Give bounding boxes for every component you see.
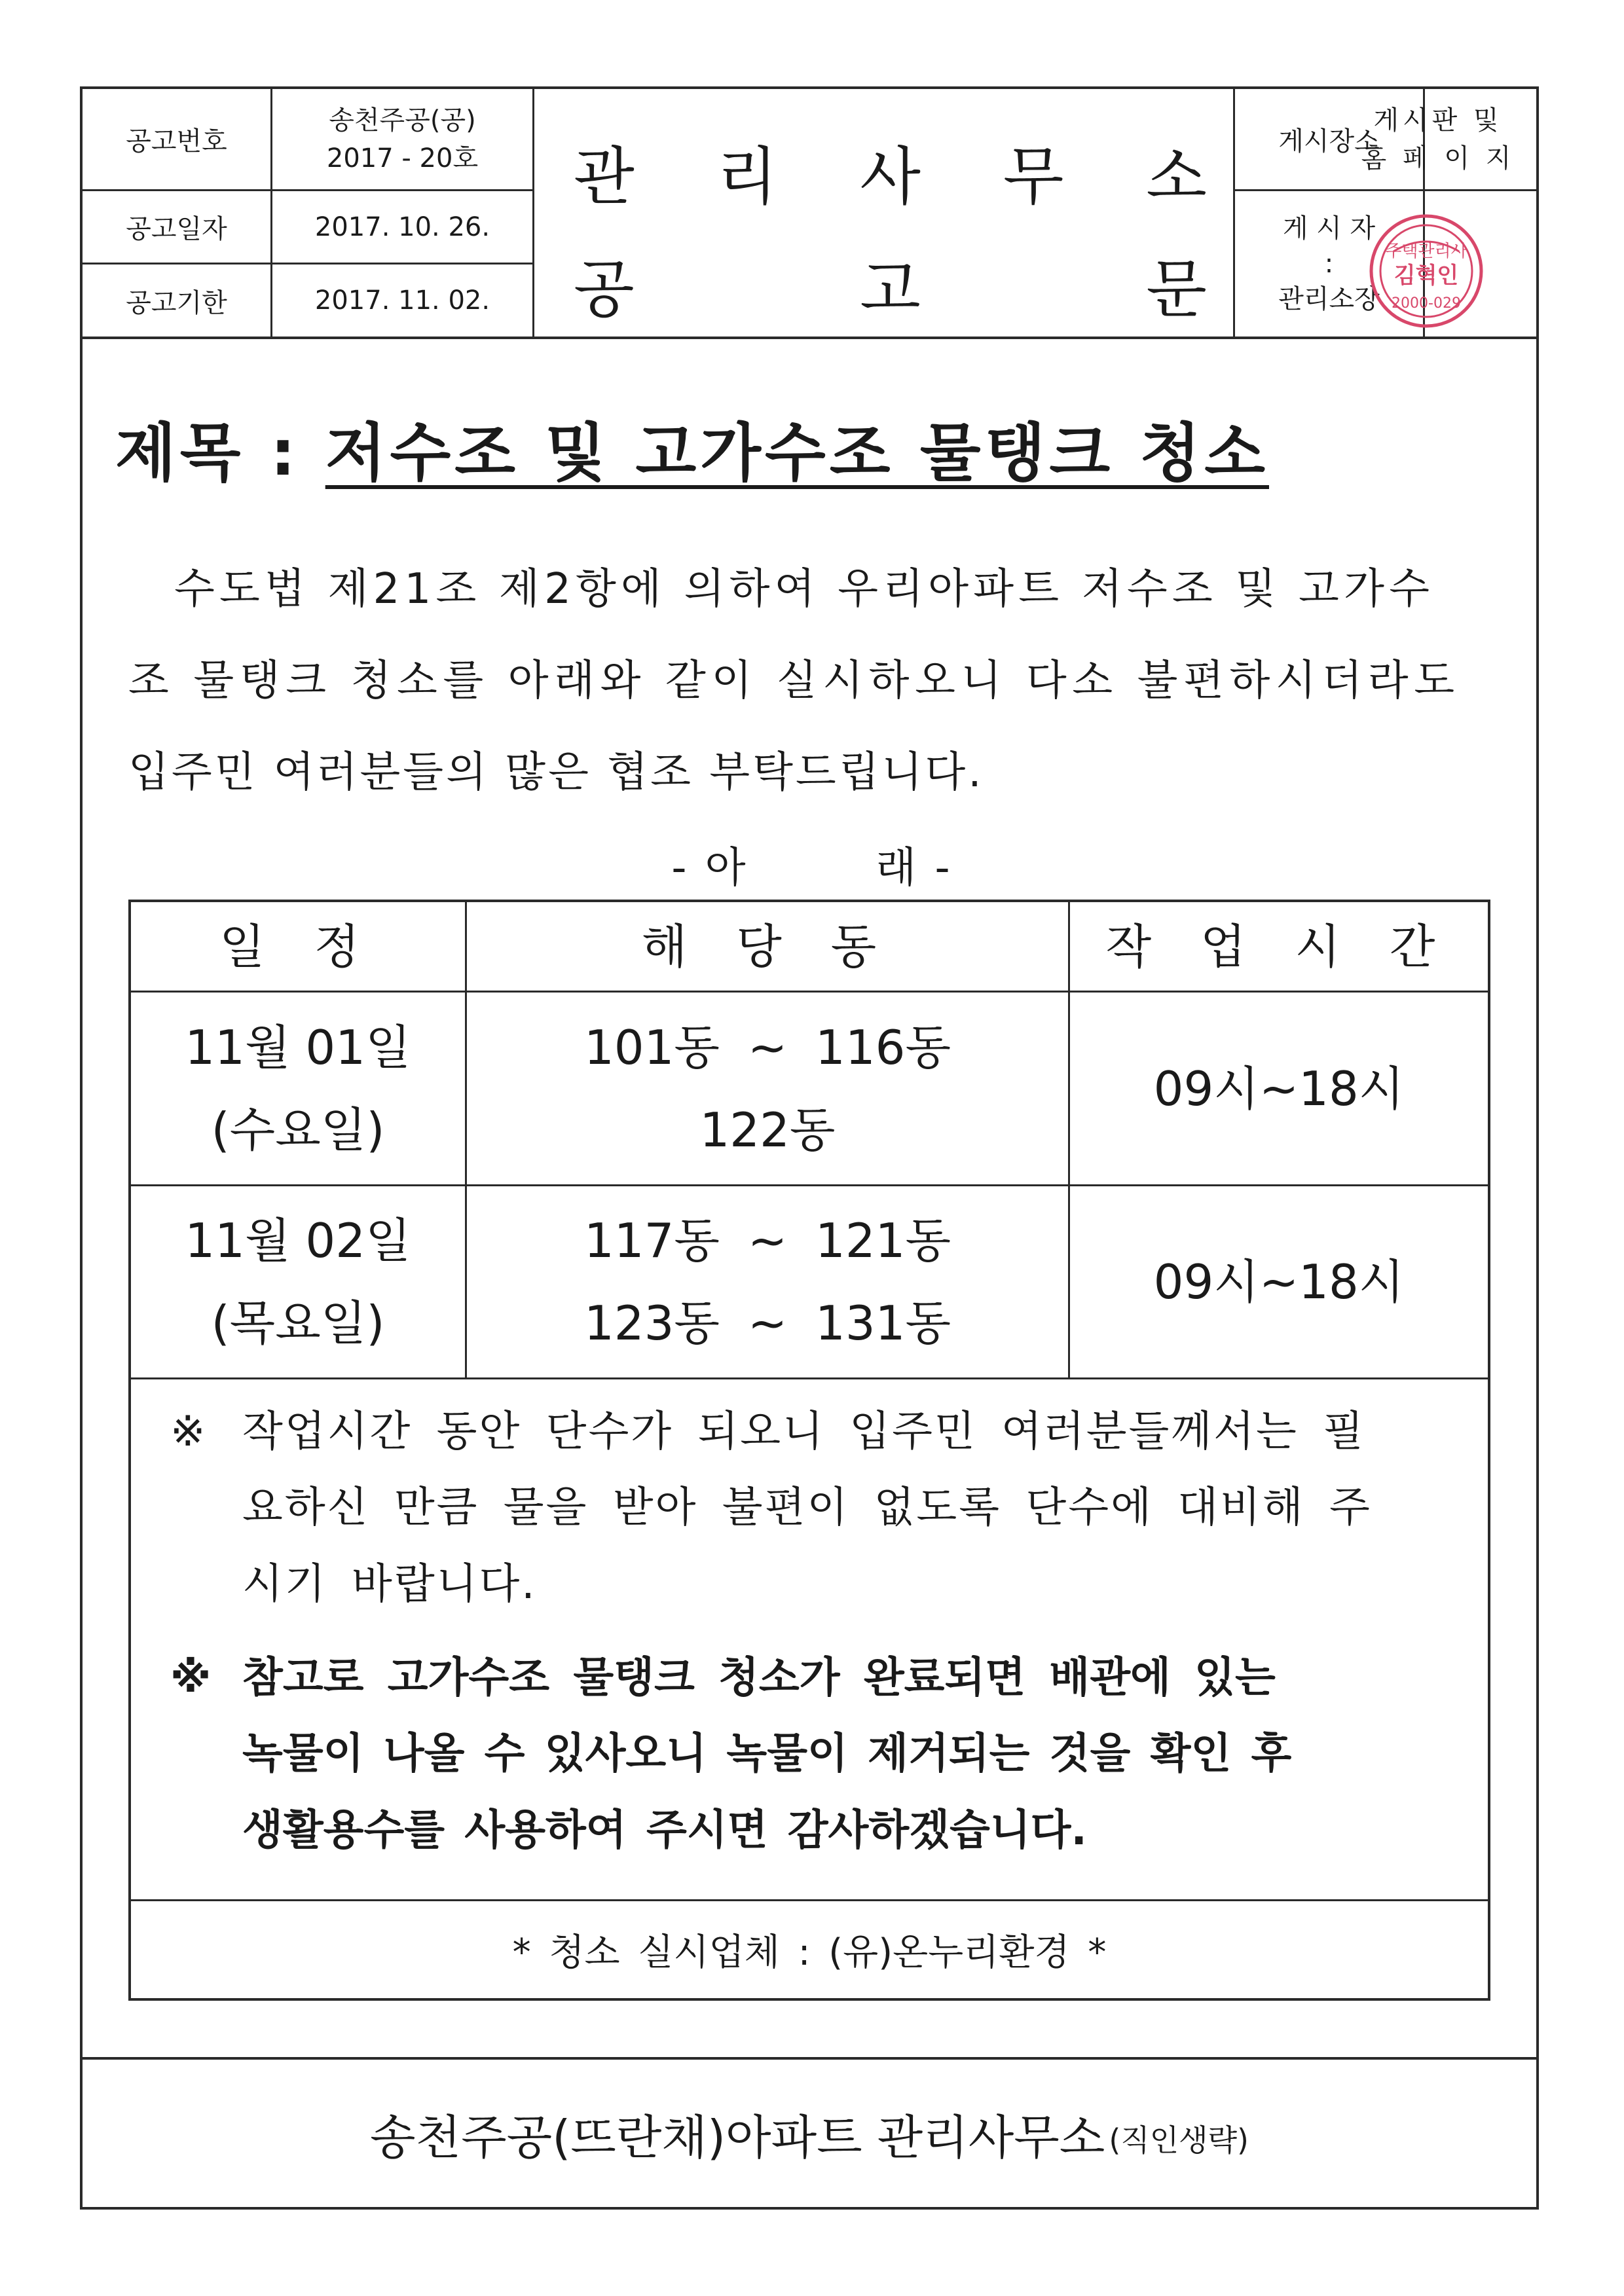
svg-text:2000-029: 2000-029 [1392,295,1461,312]
intro-text: 조 물탱크 청소를 아래와 같이 실시하오니 다소 불편하시더라도 [128,657,1460,705]
table-row-2-time: 09시~18시 [1070,1186,1488,1379]
weekday-text: (수요일) [211,1102,385,1157]
note-line [242,1394,1449,1470]
table-row-1-date [131,993,467,1186]
posting-place-label: 게시장소 [1235,89,1425,191]
schedule-table [128,900,1490,2001]
column-header-work-time: 작 업 시 간 [1070,902,1488,993]
posting-place-value: 게시판 및 홈 페 이 지 [1340,89,1536,191]
office-title-char: 문 [1146,253,1207,326]
footer-office-name [83,2057,1536,2207]
column-header-buildings: 해 당 동 [467,902,1070,993]
office-title-line-1 [574,127,1207,217]
office-title-char: 공 [574,253,635,326]
note-text: 생활용수를 사용하여 주시면 감사하겠습니다. [242,1806,1087,1855]
note-text: 작업시간 동안 단수가 되오니 입주민 여러분들께서는 필 [242,1408,1366,1456]
note-text: 요하신 만큼 물을 받아 불편이 없도록 단수에 대비해 주 [242,1484,1372,1533]
buildings-text: 123동 ~ 131동 [583,1296,951,1351]
buildings-text: 122동 [699,1102,836,1157]
buildings-text: 117동 ~ 121동 [583,1213,951,1268]
intro-text: 입주민 여러분들의 많은 협조 부탁드립니다. [128,748,984,797]
poster-label: 게 시 자 : 관리소장 [1235,191,1425,337]
office-title-char: 사 [860,140,921,213]
date-text: 11월 02일 [185,1213,411,1268]
notes-section [131,1379,1488,1901]
svg-text:주택관리사: 주택관리사 [1385,242,1467,261]
table-row-1-buildings [467,993,1070,1186]
table-row-2-buildings [467,1186,1070,1379]
notice-subject [115,403,1269,493]
notice-document [80,86,1539,2210]
office-notice-title [534,89,1235,337]
office-title-line-2 [574,240,1207,329]
note-line [242,1716,1449,1792]
note-text: 녹물이 나올 수 있사오니 녹물이 제거되는 것을 확인 후 [242,1730,1292,1779]
office-title-char: 소 [1146,140,1207,213]
subject-text: 저수조 및 고가수조 물탱크 청소 [325,416,1269,490]
notice-date-label: 공고일자 [83,191,272,264]
notice-number-value: 송천주공(공) 2017 - 20호 [272,89,534,191]
below-heading: - 아 래 - [671,844,953,892]
note-line [242,1546,1449,1622]
note-water-outage [170,1394,1449,1622]
column-header-schedule: 일 정 [131,902,467,993]
footer-main-text: 송천주공(뜨란채)아파트 관리사무소 [370,2109,1105,2165]
date-text: 11월 01일 [185,1019,411,1075]
official-seal-icon [1367,212,1485,330]
footer-seal-omitted: (직인생략) [1109,2122,1249,2158]
notice-header [83,89,1536,339]
weekday-text: (목요일) [211,1296,385,1351]
reference-mark: ※ [170,1654,212,1702]
contractor-line: * 청소 실시업체 : (유)온누리환경 * [512,1931,1107,1974]
intro-text: 수도법 제21조 제2항에 의하여 우리아파트 저수조 및 고가수 [174,565,1435,613]
intro-line-1-text [174,555,1490,615]
office-title-char: 무 [1003,140,1064,213]
intro-line-1 [174,555,1490,615]
intro-line-2 [128,647,1490,707]
reference-mark: ※ [170,1408,206,1456]
svg-text:김혁인: 김혁인 [1393,263,1459,289]
subject-prefix: 제목 : [115,416,325,490]
office-title-char: 관 [574,140,635,213]
note-line [242,1793,1449,1868]
office-title-char: 리 [716,140,778,213]
intro-line-3 [128,738,1490,799]
note-line [242,1640,1449,1716]
buildings-text: 101동 ~ 116동 [583,1019,951,1075]
deadline-label: 공고기한 [83,264,272,337]
note-line [242,1470,1449,1546]
table-row-1-time: 09시~18시 [1070,993,1488,1186]
table-row-2-date [131,1186,467,1379]
note-text: 시기 바랍니다. [242,1559,537,1609]
notice-date-value: 2017. 10. 26. [272,191,534,264]
deadline-value: 2017. 11. 02. [272,264,534,337]
office-title-char: 고 [860,253,921,326]
note-text: 참고로 고가수조 물탱크 청소가 완료되면 배관에 있는 [242,1654,1276,1702]
note-rusty-water [170,1640,1449,1868]
notice-number-label: 공고번호 [83,89,272,191]
